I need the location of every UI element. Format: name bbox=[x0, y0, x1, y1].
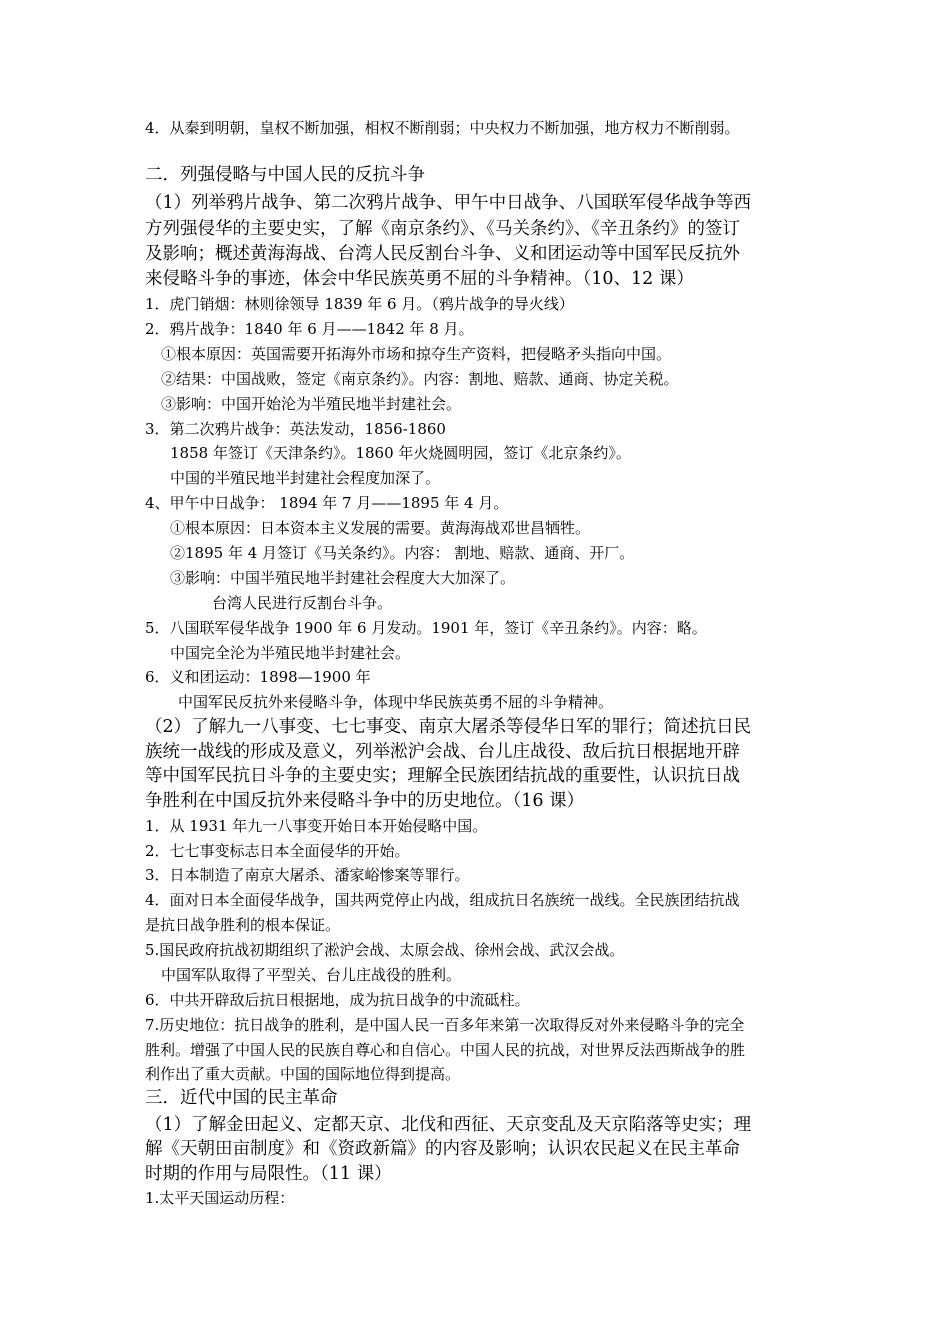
text-line: 6．中共开辟敌后抗日根据地，成为抗日战争的中流砥柱。 bbox=[145, 991, 530, 1009]
text-line: 2．七七事变标志日本全面侵华的开始。 bbox=[145, 842, 410, 860]
text-line: 1858 年签订《天津条约》。1860 年火烧圆明园，签订《北京条约》。 bbox=[170, 444, 631, 462]
text-line: 台湾人民进行反割台斗争。 bbox=[212, 594, 393, 612]
text-line: 利作出了重大贡献。中国的国际地位得到提高。 bbox=[145, 1065, 461, 1083]
text-line: 3．第二次鸦片战争：英法发动，1856-1860 bbox=[145, 420, 446, 438]
text-line: 2．鸦片战争：1840 年 6 月——1842 年 8 月。 bbox=[145, 320, 474, 338]
text-line: 1.太平天国运动历程： bbox=[145, 1189, 295, 1207]
text-line: （1）列举鸦片战争、第二次鸦片战争、甲午中日战争、八国联军侵华战争等西 bbox=[145, 193, 752, 213]
text-line: 来侵略斗争的事迹，体会中华民族英勇不屈的斗争精神。（10、12 课） bbox=[145, 269, 694, 289]
section-heading: 二．列强侵略与中国人民的反抗斗争 bbox=[145, 165, 425, 185]
text-line: 等中国军民抗日斗争的主要史实；理解全民族团结抗战的重要性，认识抗日战 bbox=[145, 766, 740, 786]
text-line: 5.国民政府抗战初期组织了淞沪会战、太原会战、徐州会战、武汉会战。 bbox=[145, 941, 625, 959]
text-line: 4．从秦到明朝，皇权不断加强，相权不断削弱；中央权力不断加强，地方权力不断削弱。 bbox=[145, 119, 740, 137]
text-line: （2）了解九一八事变、七七事变、南京大屠杀等侵华日军的罪行；简述抗日民 bbox=[145, 717, 752, 737]
text-line: ③影响：中国开始沦为半殖民地半封建社会。 bbox=[161, 395, 462, 413]
text-line: 争胜利在中国反抗外来侵略斗争中的历史地位。（16 课） bbox=[145, 791, 585, 811]
text-line: 中国的半殖民地半封建社会程度加深了。 bbox=[170, 469, 441, 487]
text-line: ②结果：中国战败，签定《南京条约》。内容：割地、赔款、通商、协定关税。 bbox=[161, 370, 679, 388]
text-line: 中国军队取得了平型关、台儿庄战役的胜利。 bbox=[161, 966, 462, 984]
text-line: 中国完全沦为半殖民地半封建社会。 bbox=[170, 644, 411, 662]
text-line: 胜利。增强了中国人民的民族自尊心和自信心。中国人民的抗战，对世界反法西斯战争的胜 bbox=[145, 1041, 746, 1059]
text-line: 中国军民反抗外来侵略斗争，体现中华民族英勇不屈的斗争精神。 bbox=[178, 693, 614, 711]
text-line: 1．从 1931 年九一八事变开始日本开始侵略中国。 bbox=[145, 817, 488, 835]
text-line: 4、甲午中日战争： 1894 年 7 月——1895 年 4 月。 bbox=[145, 494, 509, 512]
text-line: ①根本原因：日本资本主义发展的需要。黄海海战邓世昌牺牲。 bbox=[170, 519, 591, 537]
text-line: 及影响；概述黄海海战、台湾人民反割台斗争、义和团运动等中国军民反抗外 bbox=[145, 244, 740, 264]
text-line: 1．虎门销烟：林则徐领导 1839 年 6 月。（鸦片战争的导火线） bbox=[145, 295, 574, 313]
text-line: 7.历史地位：抗日战争的胜利，是中国人民一百多年来第一次取得反对外来侵略斗争的完全 bbox=[145, 1016, 745, 1034]
text-line: 时期的作用与局限性。（11 课） bbox=[145, 1164, 392, 1184]
text-line: ②1895 年 4 月签订《马关条约》。内容： 割地、赔款、通商、开厂。 bbox=[170, 544, 635, 562]
text-line: 方列强侵华的主要史实，了解《南京条约》、《马关条约》、《辛丑条约》的签订 bbox=[145, 219, 740, 239]
text-line: 3．日本制造了南京大屠杀、潘家峪惨案等罪行。 bbox=[145, 866, 470, 884]
text-line: ①根本原因：英国需要开拓海外市场和掠夺生产资料，把侵略矛头指向中国。 bbox=[161, 345, 672, 363]
section-heading: 三．近代中国的民主革命 bbox=[145, 1088, 338, 1108]
text-line: ③影响：中国半殖民地半封建社会程度大大加深了。 bbox=[170, 569, 516, 587]
text-line: 解《天朝田亩制度》和《资政新篇》的内容及影响；认识农民起义在民主革命 bbox=[145, 1139, 740, 1159]
text-line: 是抗日战争胜利的根本保证。 bbox=[145, 916, 341, 934]
text-line: （1）了解金田起义、定都天京、北伐和西征、天京变乱及天京陷落等史实；理 bbox=[145, 1115, 752, 1135]
text-line: 5．八国联军侵华战争 1900 年 6 月发动。1901 年，签订《辛丑条约》。内容：略。 bbox=[145, 619, 707, 637]
text-line: 族统一战线的形成及意义，列举淞沪会战、台儿庄战役、敌后抗日根据地开辟 bbox=[145, 742, 740, 762]
text-line: 6．义和团运动：1898—1900 年 bbox=[145, 668, 371, 686]
text-line: 4．面对日本全面侵华战争，国共两党停止内战，组成抗日名族统一战线。全民族团结抗战 bbox=[145, 891, 740, 909]
